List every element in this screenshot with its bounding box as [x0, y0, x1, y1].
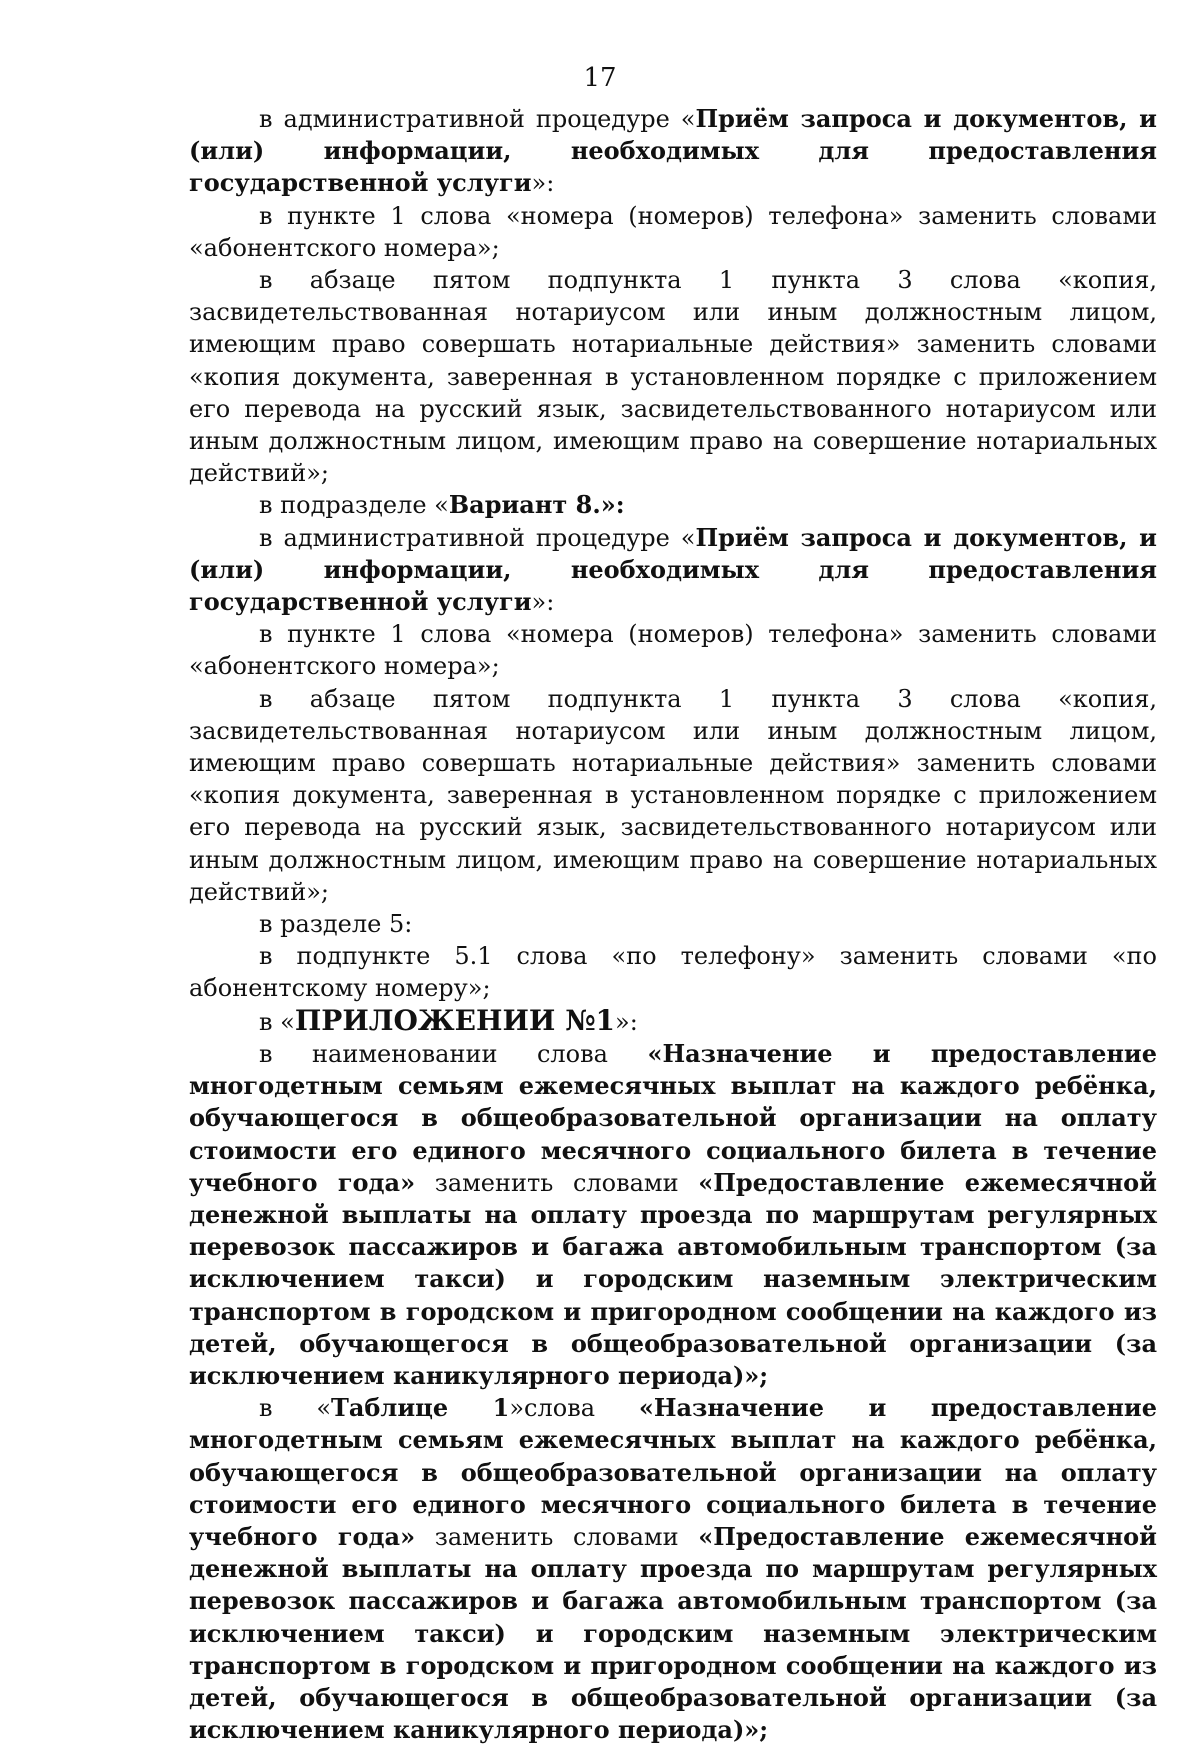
- bold-text: Приём запроса и документов, и (или) информации, необходимых для предоставления государственной услуги: [189, 522, 1157, 617]
- text: в наименовании слова: [259, 1039, 648, 1068]
- text: заменить словами: [415, 1168, 699, 1197]
- text: »:: [531, 169, 555, 198]
- paragraph-abzac-5: в абзаце пятом подпункта 1 пункта 3 слова «копия, засвидетельствованная нотариусом или иным должностным лицом, имеющим право совершать нотариальные действия» заменить словами «копия документа, заверенная в установленном порядке с приложением его перевода на русский язык, засвидетельствованного нотариусом или иным должностным лицом, имеющим право на совершение нотариальных действий»;: [189, 266, 1157, 488]
- paragraph-subpoint-5-1: в подпункте 5.1 слова «по телефону» заменить словами «по абонентскому номеру»;: [189, 942, 1157, 1003]
- bold-text: »:: [600, 490, 625, 520]
- bold-text: Приём запроса и документов, и (или) информации, необходимых для предоставления государственной услуги: [189, 104, 1157, 198]
- paragraph-table-1: [189, 1392, 1157, 1746]
- document-body: [189, 103, 1157, 1746]
- text: »:: [615, 1007, 638, 1036]
- text: заменить словами: [415, 1522, 699, 1551]
- paragraph-admin-procedure-1: [189, 103, 1157, 200]
- paragraph-abzac-5-b: в абзаце пятом подпункта 1 пункта 3 слова «копия, засвидетельствованная нотариусом или иным должностным лицом, имеющим право совершать нотариальные действия» заменить словами «копия документа, заверенная в установленном порядке с приложением его перевода на русский язык, засвидетельствованного нотариусом или иным должностным лицом, имеющим право на совершение нотариальных действий»;: [189, 684, 1157, 906]
- bold-text: Вариант 8.: [448, 490, 601, 520]
- bold-text: Таблице 1: [331, 1393, 510, 1423]
- text: в «: [259, 1394, 331, 1423]
- bold-text: «Назначение и предоставление многодетным семьям ежемесячных выплат на каждого ребёнка, обучающегося в общеобразовательной организации на оплату стоимости его единого месячного социального билета в течение учебного года»: [189, 1038, 1158, 1197]
- paragraph-appendix-1: [189, 1005, 1157, 1038]
- text: »:: [531, 588, 555, 617]
- text: в административной процедуре «: [259, 105, 696, 133]
- paragraph-point-1-b: в пункте 1 слова «номера (номеров) телефона» заменить словами «абонентского номера»;: [189, 620, 1157, 681]
- bold-text: «Предоставление ежемесячной денежной выплаты на оплату проезда по маршрутам регулярных перевозок пассажиров и багажа автомобильным транспортом (за исключением такси) и городским наземным электрическим транспортом в городском и пригородном сообщении на каждого из детей, обучающегося в общеобразовательной организации (за исключением каникулярного периода)»;: [189, 1167, 1157, 1390]
- paragraph-section-5: в разделе 5:: [259, 910, 413, 939]
- text: в «: [259, 1007, 295, 1036]
- bold-text: ПРИЛОЖЕНИИ №1: [294, 1003, 616, 1037]
- paragraph-naming: [189, 1038, 1157, 1392]
- text: »слова: [509, 1394, 639, 1423]
- bold-text: «Назначение и предоставление многодетным семьям ежемесячных выплат на каждого ребёнка, обучающегося в общеобразовательной организации на оплату стоимости его единого месячного социального билета в течение учебного года»: [189, 1393, 1157, 1551]
- text: в административной процедуре «: [259, 523, 696, 552]
- text: в подразделе «: [259, 491, 449, 520]
- page-number: 17: [583, 63, 617, 93]
- paragraph-point-1: в пункте 1 слова «номера (номеров) телефона» заменить словами «абонентского номера»;: [189, 201, 1157, 262]
- paragraph-variant-8: [189, 489, 1157, 521]
- paragraph-admin-procedure-2: [189, 522, 1157, 619]
- bold-text: «Предоставление ежемесячной денежной выплаты на оплату проезда по маршрутам регулярных перевозок пассажиров и багажа автомобильным транспортом (за исключением такси) и городским наземным электрическим транспортом в городском и пригородном сообщении на каждого из детей, обучающегося в общеобразовательной организации (за исключением каникулярного периода)»;: [189, 1521, 1157, 1745]
